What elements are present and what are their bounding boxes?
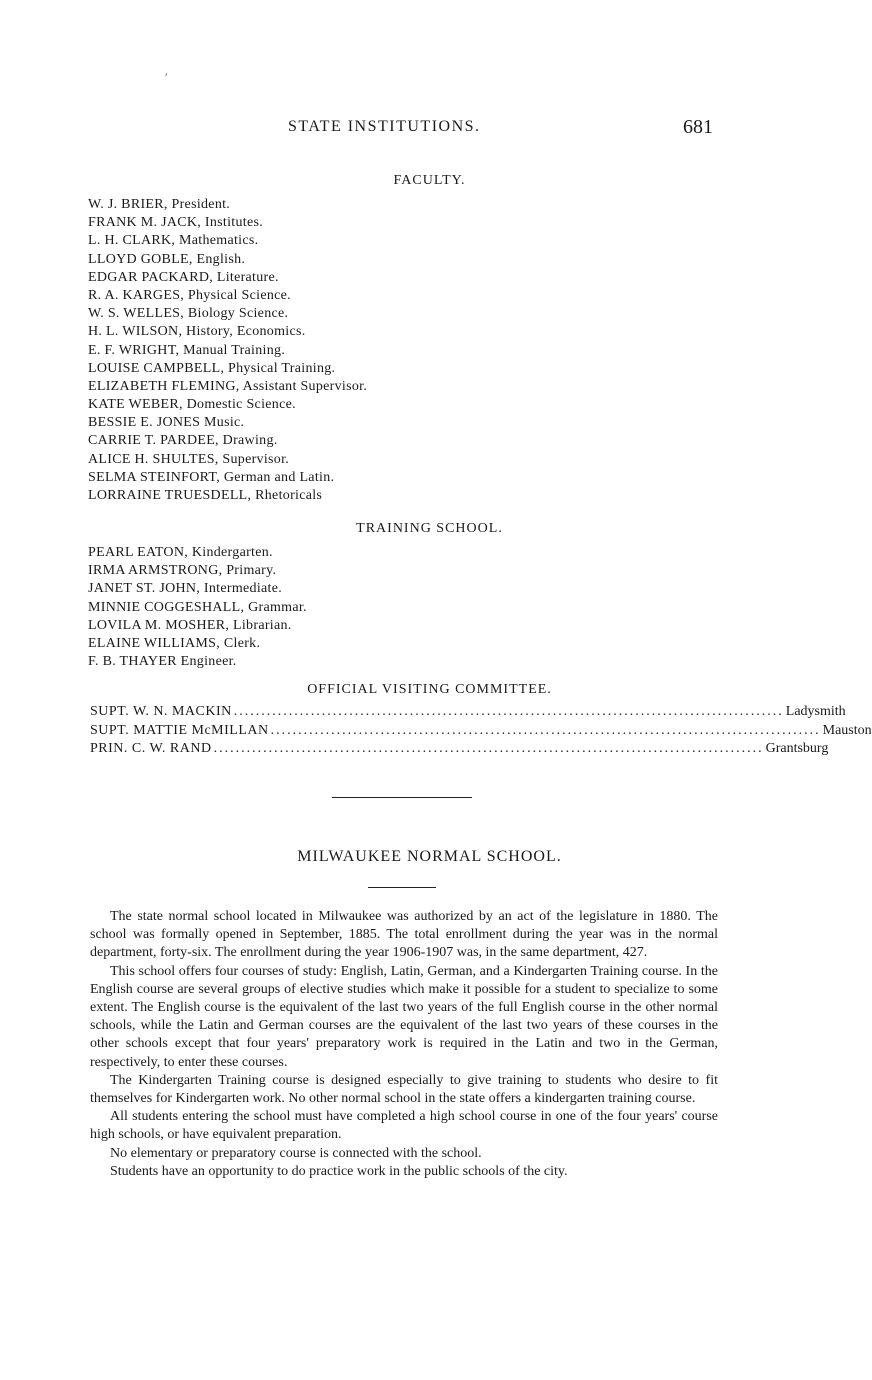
faculty-member: LOUISE CAMPBELL, Physical Training. xyxy=(88,360,336,376)
committee-name: SUPT. W. N. MACKIN xyxy=(90,704,232,719)
faculty-member: SELMA STEINFORT, German and Latin. xyxy=(88,469,335,485)
committee-row xyxy=(90,703,846,722)
paragraph: The Kindergarten Training course is designed especially to give training to students who desire to fit themselves for Kindergarten work. No other normal school in the state offers a kindergarten training course. xyxy=(90,1072,718,1107)
training-member: IRMA ARMSTRONG, Primary. xyxy=(88,563,277,579)
committee-row xyxy=(90,740,829,759)
faculty-member: L. H. CLARK, Mathematics. xyxy=(88,233,259,249)
committee-heading: OFFICIAL VISITING COMMITTEE. xyxy=(307,682,552,697)
paragraph: All students entering the school must have completed a high school course in one of the four years' course high schools, or have equivalent preparation. xyxy=(90,1109,718,1143)
faculty-member: ELIZABETH FLEMING, Assistant Supervisor. xyxy=(88,378,368,394)
leader-dots: .................................................................................................... xyxy=(233,704,784,719)
stray-mark: ′ xyxy=(165,70,168,84)
training-member: ELAINE WILLIAMS, Clerk. xyxy=(88,635,261,651)
training-member: PEARL EATON, Kindergarten. xyxy=(88,545,273,560)
training-member: F. B. THAYER Engineer. xyxy=(88,654,237,670)
training-member: JANET ST. JOHN, Intermediate. xyxy=(88,581,283,597)
training-member: LOVILA M. MOSHER, Librarian. xyxy=(88,617,292,633)
faculty-member: W. S. WELLES, Biology Science. xyxy=(88,306,289,322)
faculty-member: FRANK M. JACK, Institutes. xyxy=(88,215,264,231)
leader-dots: .................................................................................................... xyxy=(270,722,821,738)
faculty-member: H. L. WILSON, History, Economics. xyxy=(88,324,306,340)
faculty-list xyxy=(88,196,728,505)
running-head: STATE INSTITUTIONS. xyxy=(288,118,481,135)
faculty-member: CARRIE T. PARDEE, Drawing. xyxy=(88,433,278,449)
faculty-heading: FACULTY. xyxy=(393,173,466,188)
faculty-member: W. J. BRIER, President. xyxy=(88,197,231,212)
faculty-member: BESSIE E. JONES Music. xyxy=(88,415,245,431)
faculty-member: EDGAR PACKARD, Literature. xyxy=(88,269,279,285)
faculty-member: ALICE H. SHULTES, Supervisor. xyxy=(88,451,290,467)
milwaukee-title: MILWAUKEE NORMAL SCHOOL. xyxy=(297,848,562,865)
milwaukee-body xyxy=(90,908,718,1181)
faculty-member: E. F. WRIGHT, Manual Training. xyxy=(88,342,286,358)
training-member: MINNIE COGGESHALL, Grammar. xyxy=(88,599,307,615)
committee-name: PRIN. C. W. RAND xyxy=(90,741,212,756)
faculty-member: R. A. KARGES, Physical Science. xyxy=(88,287,291,303)
faculty-member: KATE WEBER, Domestic Science. xyxy=(88,397,296,413)
faculty-member: LORRAINE TRUESDELL, Rhetoricals xyxy=(88,488,323,503)
committee-list xyxy=(90,703,872,759)
committee-row xyxy=(90,722,872,741)
training-school-list xyxy=(88,544,728,671)
title-underline xyxy=(368,887,436,888)
committee-place: Grantsburg xyxy=(765,741,829,756)
committee-name: SUPT. MATTIE McMILLAN xyxy=(90,722,269,738)
paragraph: This school offers four courses of study: English, Latin, German, and a Kindergarten Training course. In the English course are several groups of elective studies which make it possible for a student to specialize to some extent. The English course is the equivalent of the last two years of the full English course in the other normal schools, while the Latin and German courses are the equivalent of the last two years of these courses in the other schools except that four years' preparatory work is required in the Latin and two in the German, respectively, to enter these courses. xyxy=(90,963,718,1070)
paragraph: The state normal school located in Milwaukee was authorized by an act of the legislature in 1880. The school was formally opened in September, 1885. The total enrollment during the year was in the normal department, forty-six. The enrollment during the year 1906-1907 was, in the same department, 427. xyxy=(90,909,718,961)
section-divider xyxy=(332,797,472,798)
leader-dots: .................................................................................................... xyxy=(213,741,764,756)
faculty-member: LLOYD GOBLE, English. xyxy=(88,251,246,267)
page-number: 681 xyxy=(683,116,713,138)
paragraph: Students have an opportunity to do practice work in the public schools of the city. xyxy=(110,1163,568,1179)
committee-place: Mauston xyxy=(822,722,872,738)
paragraph: No elementary or preparatory course is connected with the school. xyxy=(110,1145,482,1161)
committee-place: Ladysmith xyxy=(785,704,846,719)
training-school-heading: TRAINING SCHOOL. xyxy=(356,521,503,536)
